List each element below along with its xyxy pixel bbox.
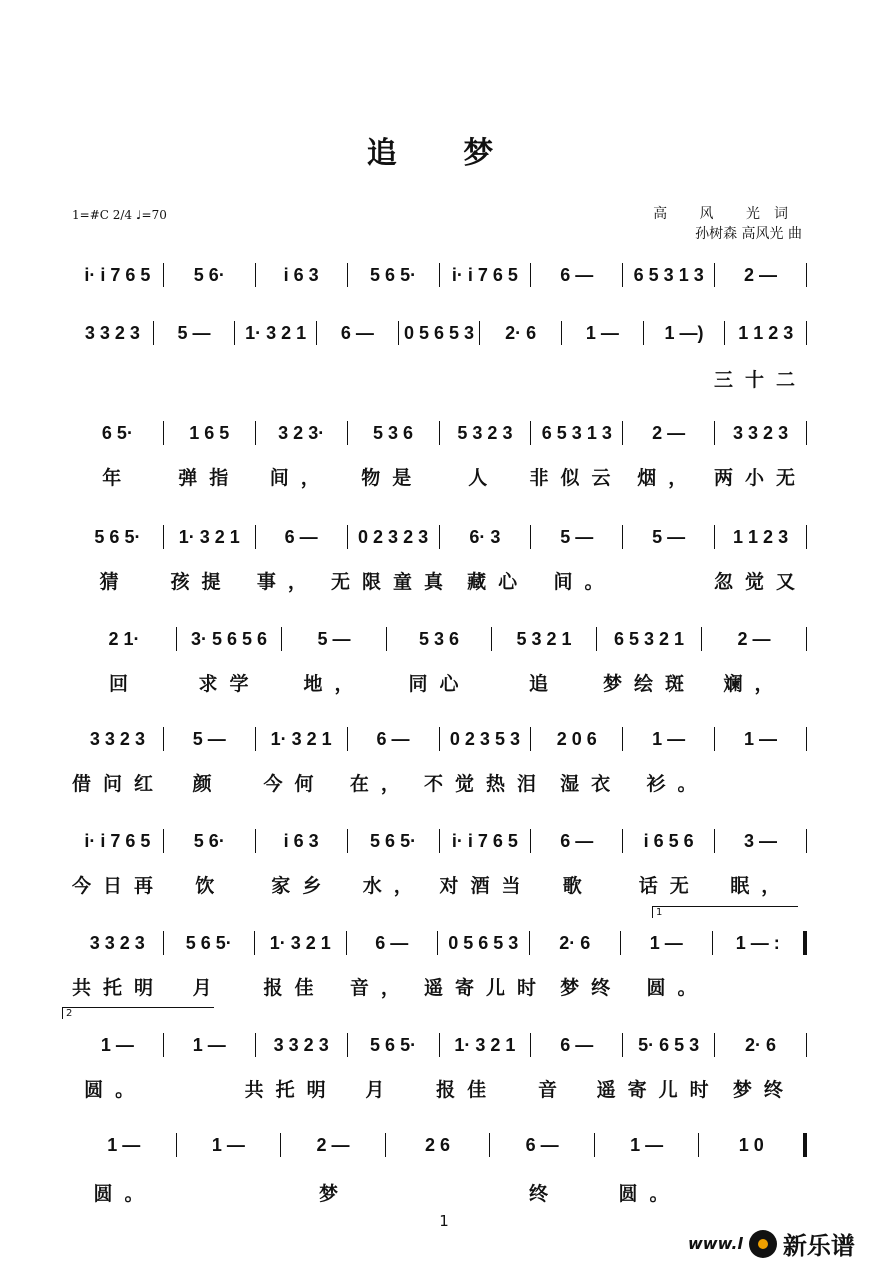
measure: 6 — [375,932,409,953]
notation-line [72,318,807,348]
measure: 1· 3 2 1 [178,526,240,547]
measure: 5 6· [193,264,225,285]
measure: 6 5 3 1 3 [541,422,612,443]
measure: 3 3 2 3 [89,932,145,953]
lyric-line [72,768,807,796]
lyric-segment: 三十二 [714,368,808,391]
lyric-segment: 眠， [730,874,793,897]
watermark-brand: 新乐谱 [782,1232,855,1260]
barline [803,1133,807,1157]
lyric-segment: 猜 [99,570,131,593]
lyric-segment: 圆。 [646,976,709,999]
lyric-segment: 遥寄儿时 [424,976,549,999]
measure: 2· 6 [745,1034,777,1055]
measure: 5 6 5· [370,1034,417,1055]
lyric-segment: 湿衣 [560,772,623,795]
measure: 0 2 3 2 3 [358,526,429,547]
measure: 5· 6 5 3 [638,1034,700,1055]
lyric-segment: 烟， [637,466,700,489]
lyric-segment: 圆。 [618,1182,681,1205]
measure: 2 — [316,1134,350,1155]
measure: 3 3 2 3 [89,728,145,749]
barline [806,321,807,345]
measure: 5 — [560,526,594,547]
lyric-segment: 报佳 [436,1078,499,1101]
measure: 5 6 5· [370,830,417,851]
lyric-segment: 梦 [318,1182,350,1205]
barline [806,421,807,445]
measure: 3 2 3· [278,422,325,443]
lyric-line [72,1178,807,1206]
measure: 1· 3 2 1 [245,322,307,343]
measure: 2· 6 [505,322,537,343]
lyric-line [72,566,807,594]
measure: 1 — [585,322,619,343]
lyric-segment: 音， [349,976,412,999]
notation-line [72,1030,807,1060]
lyric-segment: 报佳 [263,976,326,999]
lyric-segment: 藏心 [467,570,530,593]
measure: i· i 7 6 5 [451,830,518,851]
lyric-segment: 非似云 [529,466,623,489]
lyric-line [72,1074,807,1102]
measure: 6· 3 [469,526,501,547]
measure: 1· 3 2 1 [270,728,332,749]
lyric-line [72,462,807,490]
lyric-segment: 今何 [263,772,326,795]
lyric-line [72,668,807,696]
notation-line [72,826,807,856]
lyric-segment: 无限童真 [330,570,455,593]
credits [653,204,802,244]
measure: 1 — : [735,932,780,953]
lyric-segment: 在， [349,772,412,795]
barline [806,263,807,287]
lyric-segment: 不觉热泪 [424,772,549,795]
measure: 6 — [284,526,318,547]
measure: 1· 3 2 1 [454,1034,516,1055]
measure: 5 — [192,728,226,749]
measure: 1 — [652,728,686,749]
measure: 3 3 2 3 [733,422,789,443]
lyric-segment: 孩提 [170,570,233,593]
measure: 1 —) [664,322,704,343]
lyric-segment: 间， [269,466,332,489]
notation-line [72,724,807,754]
measure: 1 — [211,1134,245,1155]
lyric-segment: 圆。 [84,1078,147,1101]
notation-line [72,418,807,448]
measure: 3· 5 6 5 6 [190,628,268,649]
lyric-segment: 同心 [408,672,471,695]
notation-line [72,522,807,552]
watermark-logo [688,1226,855,1261]
measure: 5 3 6 [373,422,414,443]
measure: 5 6 5· [185,932,232,953]
lyric-segment: 人 [468,466,500,489]
measure: 5 3 2 1 [516,628,572,649]
barline [806,627,807,651]
measure: 1 — [630,1134,664,1155]
measure: 2 — [737,628,771,649]
measure: 1 — [107,1134,141,1155]
barline [806,727,807,751]
volta-2: 2 [62,1007,214,1019]
measure: i 6 3 [283,264,319,285]
lyric-segment: 斓， [723,672,786,695]
lyric-segment: 对酒当 [439,874,533,897]
lyric-segment: 音 [537,1078,569,1101]
lyric-segment: 忽觉又 [713,570,807,593]
measure: i· i 7 6 5 [84,830,151,851]
measure: i· i 7 6 5 [451,264,518,285]
measure: 0 5 6 5 3 [403,322,475,343]
measure: 6 5· [101,422,133,443]
measure: 1 1 2 3 [733,526,789,547]
measure: 5 — [652,526,686,547]
measure: 6 — [340,322,374,343]
measure: 5 3 6 [418,628,460,649]
measure: 0 2 3 5 3 [449,728,520,749]
lyric-segment: 共托明 [72,976,166,999]
measure: 0 5 6 5 3 [448,932,519,953]
barline [806,1033,807,1057]
measure: 5 6 5· [94,526,141,547]
lyric-segment: 事， [256,570,319,593]
measure: 6 — [525,1134,559,1155]
lyricist: 高 风 光词 [653,206,802,222]
notation-line [72,624,807,654]
composer: 孙树森 高风光 曲 [695,226,802,242]
lyric-segment: 两小无 [714,466,808,489]
page-number: 1 [439,1212,449,1230]
measure: 1· 3 2 1 [269,932,331,953]
lyric-line [72,364,807,392]
notation-line [72,928,807,958]
lyric-segment: 共托明 [244,1078,338,1101]
notation-line [72,260,807,290]
measure: 6 — [560,1034,594,1055]
notation-line [72,1130,807,1160]
lyric-segment: 借问红 [72,772,166,795]
lyric-segment: 歌 [562,874,594,897]
measure: 6 — [560,830,594,851]
measure: 6 5 3 1 3 [633,264,704,285]
barline [806,829,807,853]
lyric-segment: 梦绘斑 [602,672,696,695]
measure: 1 — [192,1034,226,1055]
volta-1: 1 [652,906,798,918]
barline [803,931,807,955]
lyric-segment: 弹指 [178,466,241,489]
measure: 6 — [560,264,594,285]
measure: 1 — [744,728,778,749]
measure: 1 — [649,932,683,953]
measure: 2 6 [425,1134,451,1155]
barline [806,525,807,549]
disc-icon [749,1230,777,1258]
measure: 2· 6 [559,932,591,953]
measure: i 6 3 [283,830,319,851]
lyric-segment: 物是 [361,466,424,489]
measure: 2 — [744,264,778,285]
measure: 3 3 2 3 [84,322,140,343]
measure: 5 6· [193,830,225,851]
measure: i· i 7 6 5 [84,264,151,285]
lyric-segment: 年 [102,466,134,489]
lyric-segment: 间。 [553,570,616,593]
measure: 1 0 [738,1134,764,1155]
lyric-segment: 求学 [198,672,261,695]
measure: 3 3 2 3 [273,1034,329,1055]
lyric-segment: 月 [192,976,224,999]
measure: 5 6 5· [370,264,417,285]
lyric-line [72,972,807,1000]
lyric-segment: 今日再 [72,874,166,897]
lyric-segment: 衫。 [646,772,709,795]
measure: 1 6 5 [189,422,230,443]
lyric-segment: 月 [365,1078,397,1101]
lyric-segment: 家乡 [271,874,334,897]
watermark-url: www.l [688,1234,743,1253]
lyric-segment: 圆。 [93,1182,156,1205]
lyric-segment: 回 [108,672,140,695]
measure: i 6 5 6 [643,830,694,851]
measure: 2 1· [108,628,140,649]
lyric-segment: 饮 [195,874,227,897]
measure: 3 — [744,830,778,851]
lyric-line [72,870,807,898]
lyric-segment: 追 [528,672,560,695]
lyric-segment: 水， [362,874,425,897]
measure: 2 0 6 [556,728,597,749]
lyric-segment: 梦终 [560,976,623,999]
measure: 6 — [376,728,410,749]
measure: 2 — [652,422,686,443]
lyric-segment: 梦终 [732,1078,795,1101]
lyric-segment: 地， [303,672,366,695]
lyric-segment: 遥寄儿时 [596,1078,721,1101]
measure: 5 — [177,322,211,343]
lyric-segment: 话无 [638,874,701,897]
measure: 5 3 2 3 [457,422,513,443]
measure: 1 1 2 3 [738,322,794,343]
lyric-segment: 终 [528,1182,560,1205]
lyric-segment: 颜 [192,772,224,795]
measure: 5 — [317,628,351,649]
measure: 6 5 3 2 1 [613,628,685,649]
song-title: 追 梦 [366,136,522,171]
measure: 1 — [100,1034,134,1055]
key-signature: 1=#C 2/4 ♩=70 [72,208,167,222]
